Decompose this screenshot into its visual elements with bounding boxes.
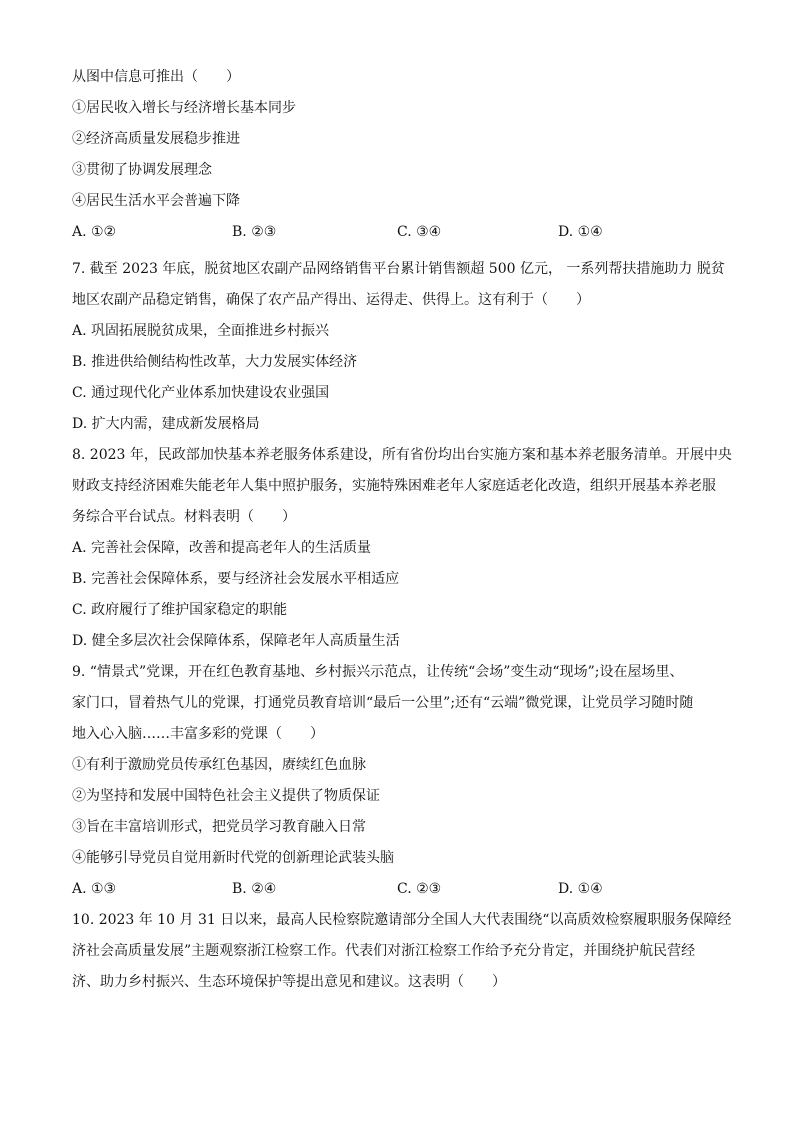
q8-option-b: B. 完善社会保障体系，要与经济社会发展水平相适应	[72, 571, 400, 587]
q9-item-3: ③旨在丰富培训形式，把党员学习教育融入日常	[72, 819, 366, 835]
q6-option-a: A. ①②	[72, 224, 117, 240]
q9-item-2: ②为坚持和发展中国特色社会主义提供了物质保证	[72, 788, 380, 804]
q7-option-d: D. 扩大内需，建成新发展格局	[72, 416, 260, 432]
q8-stem-line-2: 财政支持经济困难失能老年人集中照护服务，实施特殊困难老年人家庭适老化改造，组织开展基本养老服	[72, 478, 716, 494]
q6-item-2: ②经济高质量发展稳步推进	[72, 131, 240, 147]
q9-option-c: C. ②③	[397, 881, 442, 897]
q6-item-3: ③贯彻了协调发展理念	[72, 162, 212, 178]
q9-option-a: A. ①③	[72, 881, 117, 897]
q9-stem-line-3: 地入心入脑……丰富多彩的党课（ ）	[72, 726, 324, 742]
q9-options	[72, 874, 732, 905]
q7-option-b: B. 推进供给侧结构性改革，大力发展实体经济	[72, 354, 358, 370]
q7-stem-line-2: 地区农副产品稳定销售，确保了农产品产得出、运得走、供得上。这有利于（ ）	[72, 292, 590, 308]
q8-stem-line-3: 务综合平台试点。材料表明（ ）	[72, 509, 296, 525]
q6-stem: 从图中信息可推出（ ）	[72, 69, 240, 85]
q8-option-d: D. 健全多层次社会保障体系，保障老年人高质量生活	[72, 633, 400, 649]
q9-option-b: B. ②④	[232, 881, 277, 897]
q6-option-b: B. ②③	[232, 224, 277, 240]
q6-options	[72, 217, 732, 248]
q6-option-c: C. ③④	[397, 224, 442, 240]
q6-item-4: ④居民生活水平会普遍下降	[72, 193, 240, 209]
q9-item-1: ①有利于激励党员传承红色基因，赓续红色血脉	[72, 757, 366, 773]
q9-stem-line-1: 9. “情景式”党课，开在红色教育基地、乡村振兴示范点，让传统“会场”变生动“现场”;设在屋场里、	[72, 664, 684, 680]
q9-item-4: ④能够引导党员自觉用新时代党的创新理论武装头脑	[72, 850, 394, 866]
q8-option-a: A. 完善社会保障，改善和提高老年人的生活质量	[72, 540, 372, 556]
q9-stem-line-2: 家门口，冒着热气儿的党课，打通党员教育培训“最后一公里”;还有“云端”微党课，让党员学习随时随	[72, 695, 694, 711]
q7-stem-line-1: 7. 截至 2023 年底，脱贫地区农副产品网络销售平台累计销售额超 500 亿元， 一系列帮扶措施助力 脱贫	[72, 261, 725, 277]
q8-option-c: C. 政府履行了维护国家稳定的职能	[72, 602, 288, 618]
q10-stem-line-2: 济社会高质量发展”主题观察浙江检察工作。代表们对浙江检察工作给予充分肯定，并围绕护航民营经	[72, 943, 696, 959]
q6-option-d: D. ①④	[558, 224, 603, 240]
q8-stem-line-1: 8. 2023 年，民政部加快基本养老服务体系建设，所有省份均出台实施方案和基本养老服务清单。开展中央	[72, 447, 732, 463]
q9-option-d: D. ①④	[558, 881, 603, 897]
q10-stem-line-1: 10. 2023 年 10 月 31 日以来，最高人民检察院邀请部分全国人大代表围绕“以高质效检察履职服务保障经	[72, 912, 732, 928]
document-page	[72, 62, 732, 998]
q7-option-a: A. 巩固拓展脱贫成果，全面推进乡村振兴	[72, 323, 330, 339]
q6-item-1: ①居民收入增长与经济增长基本同步	[72, 100, 296, 116]
q10-stem-line-3: 济、助力乡村振兴、生态环境保护等提出意见和建议。这表明（ ）	[72, 974, 506, 990]
q7-option-c: C. 通过现代化产业体系加快建设农业强国	[72, 385, 330, 401]
